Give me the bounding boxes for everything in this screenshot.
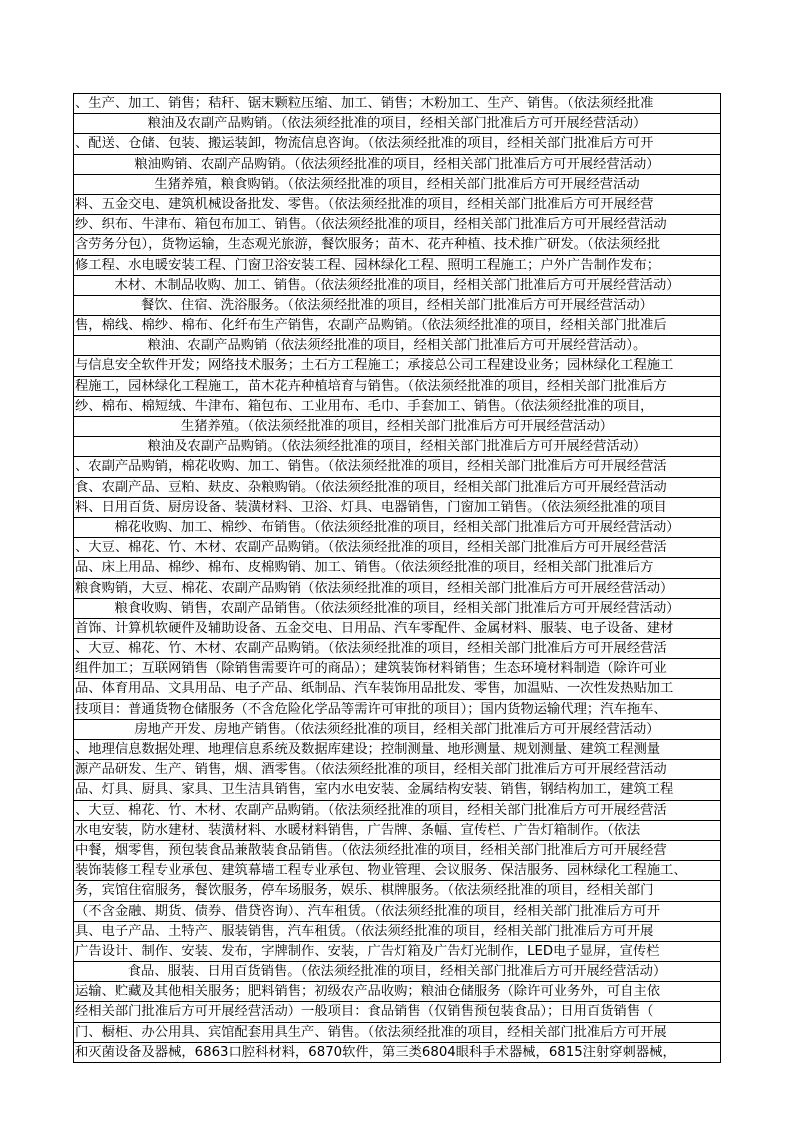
table-row: 餐饮、住宿、洗浴服务。（依法须经批准的项目，经相关部门批准后方可开展经营活动） xyxy=(74,296,720,316)
table-row: 料、日用百货、厨房设备、装潢材料、卫浴、灯具、电器销售，门窗加工销售。（依法须经批准的项目 xyxy=(74,498,720,518)
table-row: 生猪养殖，粮食购销。（依法须经批准的项目，经相关部门批准后方可开展经营活动 xyxy=(74,175,720,195)
table-row: 粮油及农副产品购销。（依法须经批准的项目，经相关部门批准后方可开展经营活动） xyxy=(74,114,720,134)
table-row: 组件加工；互联网销售（除销售需要许可的商品）；建筑装饰材料销售；生态环境材料制造（除许可业 xyxy=(74,659,720,679)
table-row: 、配送、仓储、包装、搬运装卸，物流信息咨询。（依法须经批准的项目，经相关部门批准后方可开 xyxy=(74,134,720,154)
table-row: 房地产开发、房地产销售。（依法须经批准的项目，经相关部门批准后方可开展经营活动） xyxy=(74,720,720,740)
table-row: 、大豆、棉花、竹、木材、农副产品购销。（依法须经批准的项目，经相关部门批准后方可开展经营活 xyxy=(74,538,720,558)
table-row: 门、橱柜、办公用具、宾馆配套用具生产、销售。（依法须经批准的项目，经相关部门批准后方可开展 xyxy=(74,1023,720,1043)
table-row: 程施工，园林绿化工程施工，苗木花卉种植培育与销售。（依法须经批准的项目，经相关部门批准后方 xyxy=(74,377,720,397)
table-row: 粮油、农副产品购销（依法须经批准的项目，经相关部门批准后方可开展经营活动）。 xyxy=(74,336,720,356)
table-row: 、地理信息数据处理、地理信息系统及数据库建设；控制测量、地形测量、规划测量、建筑工程测量 xyxy=(74,740,720,760)
table-row: 粮油购销、农副产品购销。（依法须经批准的项目，经相关部门批准后方可开展经营活动） xyxy=(74,155,720,175)
table-row: 木材、木制品收购、加工、销售。（依法须经批准的项目，经相关部门批准后方可开展经营活动） xyxy=(74,276,720,296)
table-row: 经相关部门批准后方可开展经营活动）一般项目：食品销售（仅销售预包装食品）；日用百货销售（ xyxy=(74,1002,720,1022)
table-row: 棉花收购、加工、棉纱、布销售。（依法须经批准的项目，经相关部门批准后方可开展经营活动） xyxy=(74,518,720,538)
table-row: 、农副产品购销，棉花收购、加工、销售。（依法须经批准的项目，经相关部门批准后方可开展经营活 xyxy=(74,457,720,477)
table-row: 含劳务分包），货物运输，生态观光旅游，餐饮服务；苗木、花卉种植、技术推广研发。（依法须经批 xyxy=(74,235,720,255)
table-row: 纱、棉布、棉短绒、牛津布、箱包布、工业用布、毛巾、手套加工、销售。（依法须经批准的项目， xyxy=(74,397,720,417)
table-row: 售，棉线、棉纱、棉布、化纤布生产销售，农副产品购销。（依法须经批准的项目，经相关部门批准后 xyxy=(74,316,720,336)
table-row: （不含金融、期货、债券、借贷咨询）、汽车租赁。（依法须经批准的项目，经相关部门批准后方可开 xyxy=(74,902,720,922)
table-row: 生猪养殖。（依法须经批准的项目，经相关部门批准后方可开展经营活动） xyxy=(74,417,720,437)
table-row: 装饰装修工程专业承包、建筑幕墙工程专业承包、物业管理、会议服务、保洁服务、园林绿化工程施工、 xyxy=(74,861,720,881)
table-row: 品、床上用品、棉纱、棉布、皮棉购销、加工、销售。（依法须经批准的项目，经相关部门批准后方 xyxy=(74,558,720,578)
table-row: 广告设计、制作、安装、发布，字牌制作、安装，广告灯箱及广告灯光制作，LED电子显屏，宣传栏 xyxy=(74,942,720,962)
table-row: 源产品研发、生产、销售，烟、酒零售。（依法须经批准的项目，经相关部门批准后方可开展经营活动 xyxy=(74,760,720,780)
table-row: 中餐，烟零售，预包装食品兼散装食品销售。（依法须经批准的项目，经相关部门批准后方可开展经营 xyxy=(74,841,720,861)
table-row: 务，宾馆住宿服务，餐饮服务，停车场服务，娱乐、棋牌服务。（依法须经批准的项目，经相关部门 xyxy=(74,881,720,901)
table-row: 料、五金交电、建筑机械设备批发、零售。（依法须经批准的项目，经相关部门批准后方可开展经营 xyxy=(74,195,720,215)
table-row: 粮食购销，大豆、棉花、农副产品购销（依法须经批准的项目，经相关部门批准后方可开展经营活动） xyxy=(74,579,720,599)
table-row: 纱、织布、牛津布、箱包布加工、销售。（依法须经批准的项目，经相关部门批准后方可开展经营活动 xyxy=(74,215,720,235)
table-row: 和灭菌设备及器械，6863口腔科材料，6870软件，第三类6804眼科手术器械，6815注射穿刺器械， xyxy=(74,1043,720,1063)
table-row: 与信息安全软件开发；网络技术服务；土石方工程施工；承接总公司工程建设业务；园林绿化工程施工 xyxy=(74,356,720,376)
table-row: 粮油及农副产品购销。（依法须经批准的项目，经相关部门批准后方可开展经营活动） xyxy=(74,437,720,457)
table-row: 品、体育用品、文具用品、电子产品、纸制品、汽车装饰用品批发、零售，加温贴、一次性发热贴加工 xyxy=(74,679,720,699)
table-row: 食、农副产品、豆粕、麸皮、杂粮购销。（依法须经批准的项目，经相关部门批准后方可开展经营活动 xyxy=(74,478,720,498)
table-row: 具、电子产品、土特产、服装销售，汽车租赁。（依法须经批准的项目，经相关部门批准后方可开展 xyxy=(74,922,720,942)
table-row: 食品、服装、日用百货销售。（依法须经批准的项目，经相关部门批准后方可开展经营活动） xyxy=(74,962,720,982)
table-row: 粮食收购、销售，农副产品销售。（依法须经批准的项目，经相关部门批准后方可开展经营活动） xyxy=(74,599,720,619)
table-row: 运输、贮藏及其他相关服务；肥料销售；初级农产品收购；粮油仓储服务（除许可业务外，可自主依 xyxy=(74,982,720,1002)
business-scope-table xyxy=(73,93,721,1063)
table-row: 水电安装，防水建材、装潢材料、水暖材料销售，广告牌、条幅、宣传栏、广告灯箱制作。（依法 xyxy=(74,821,720,841)
table-row: 首饰、计算机软硬件及辅助设备、五金交电、日用品、汽车零配件、金属材料、服装、电子设备、建材 xyxy=(74,619,720,639)
table-row: 技项目：普通货物仓储服务（不含危险化学品等需许可审批的项目）；国内货物运输代理；汽车拖车、 xyxy=(74,700,720,720)
table-row: 、生产、加工、销售；秸秆、锯末颗粒压缩、加工、销售；木粉加工、生产、销售。（依法须经批准 xyxy=(74,94,720,114)
table-row: 修工程、水电暖安装工程、门窗卫浴安装工程、园林绿化工程、照明工程施工；户外广告制作发布； xyxy=(74,256,720,276)
table-row: 、大豆、棉花、竹、木材、农副产品购销。（依法须经批准的项目，经相关部门批准后方可开展经营活 xyxy=(74,801,720,821)
table-row: 品、灯具、厨具、家具、卫生洁具销售，室内水电安装、金属结构安装、销售，钢结构加工，建筑工程 xyxy=(74,780,720,800)
table-row: 、大豆、棉花、竹、木材、农副产品购销。（依法须经批准的项目，经相关部门批准后方可开展经营活 xyxy=(74,639,720,659)
